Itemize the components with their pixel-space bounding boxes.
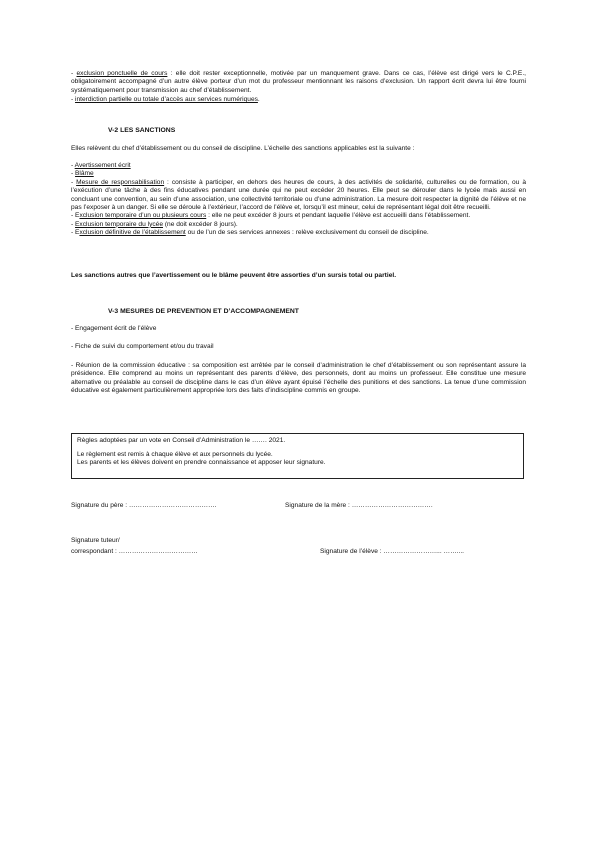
adoption-box xyxy=(71,433,524,479)
measure-commission-educative: - Réunion de la commission éducative : sa composition est arrêtée par le conseil d’administration le chef d’établissement ou son représentant assure la présidence. Elle comprend au moins un représentant des parents d’élève, des personnels, dont au moins un professeur. Elle constitue une mesure alternative ou préalable au conseil de discipline dans le cas d’un élève ayant épuisé l’échelle des punitions et des sanctions. La tenue d’une commission éducative est également particulièrement appropriée lors des faits d’indiscipline commis en groupe. xyxy=(71,362,526,395)
item-term: interdiction partielle ou totale d’accès aux services numériques xyxy=(75,96,258,103)
sanctions-list xyxy=(71,162,526,238)
sanction-item-exclusion-cours: - Exclusion temporaire d’un ou plusieurs cours : elle ne peut excéder 8 jours et pendant laquelle l’élève est accueilli dans l’établissement. xyxy=(71,212,471,220)
adoption-vote-line: Règles adoptées par un vote en Conseil d’Administration le ……. 2021. xyxy=(77,437,286,444)
adoption-remise-line: Le règlement est remis à chaque élève et aux personnels du lycée. xyxy=(77,451,273,459)
signature-mother: Signature de la mère : ………………………………. xyxy=(285,502,433,509)
sanction-item-exclusion-lycee: - Exclusion temporaire du lycée (ne doit excéder 8 jours). xyxy=(71,220,238,228)
sanctions-intro: Elles relèvent du chef d’établissement ou du conseil de discipline. L’échelle des sanctions applicables est la suivante : xyxy=(71,145,415,152)
signature-tutor: correspondant : ……………………………… xyxy=(71,548,198,555)
punishment-item-exclusion-cours xyxy=(71,70,526,95)
sanction-item-exclusion-definitive: - Exclusion définitive de l’établissement ou de l’un de ses services annexes : relève exclusivement du conseil de discipline. xyxy=(71,229,429,237)
item-term: exclusion ponctuelle de cours xyxy=(76,70,168,77)
signature-student: Signature de l’élève : ……………………... …….... xyxy=(320,548,465,555)
item-text: : elle doit rester exceptionnelle, motivée par un manquement grave. Dans ce cas, l’élève est dirigé vers le C.P.E., obligatoirement accompagné d’un autre élève porteur d’un mot du professeur mentionnant les raisons d’exclusion. Un rapport écrit devra lui être fourni systématiquement pour transmission au chef d’établissement. xyxy=(71,70,526,94)
sanction-item-blame: - Blâme xyxy=(71,170,94,178)
signature-father: Signature du père : …………………………………. xyxy=(71,502,217,509)
sanction-item-responsabilisation: - Mesure de responsabilisation : consiste à participer, en dehors des heures de cours, à des activités de solidarité, culturelles ou de formation, ou à l’exécution d’une tâche à des fins éducatives pendant une durée qui ne peut excéder 20 heures. Elle peut se dérouler dans le lycée mais aussi en concluant une convention, au sein d’une association, une collectivité territoriale ou d’une administration. La mesure doit respecter la dignité de l’élève et ne pas l’exposer à un danger. Si elle se déroule à l’extérieur, l’accord de l’élève et, lorsqu’il est mineur, celui de représentant légal doit être recueilli. xyxy=(71,178,526,212)
section-heading-sanctions: V-2 LES SANCTIONS xyxy=(108,127,176,134)
sanction-item-avertissement: - Avertissement écrit xyxy=(71,162,131,169)
measure-engagement: - Engagement écrit de l’élève xyxy=(71,325,157,332)
measure-fiche-suivi: - Fiche de suivi du comportement et/ou du travail xyxy=(71,343,214,350)
sanctions-note: Les sanctions autres que l’avertissement ou le blâme peuvent être assorties d’un sursis total ou partiel. xyxy=(71,272,397,279)
item-suffix: . xyxy=(257,96,260,103)
signature-tutor-label: Signature tuteur/ xyxy=(71,537,120,544)
item-prefix: - xyxy=(71,96,76,103)
adoption-signature-line: Les parents et les élèves doivent en prendre connaissance et apposer leur signature. xyxy=(77,459,326,467)
item-prefix: - xyxy=(71,70,77,77)
punishment-item-services-numeriques xyxy=(71,96,526,104)
section-heading-prevention: V-3 MESURES DE PREVENTION ET D’ACCOMPAGNEMENT xyxy=(108,308,299,315)
